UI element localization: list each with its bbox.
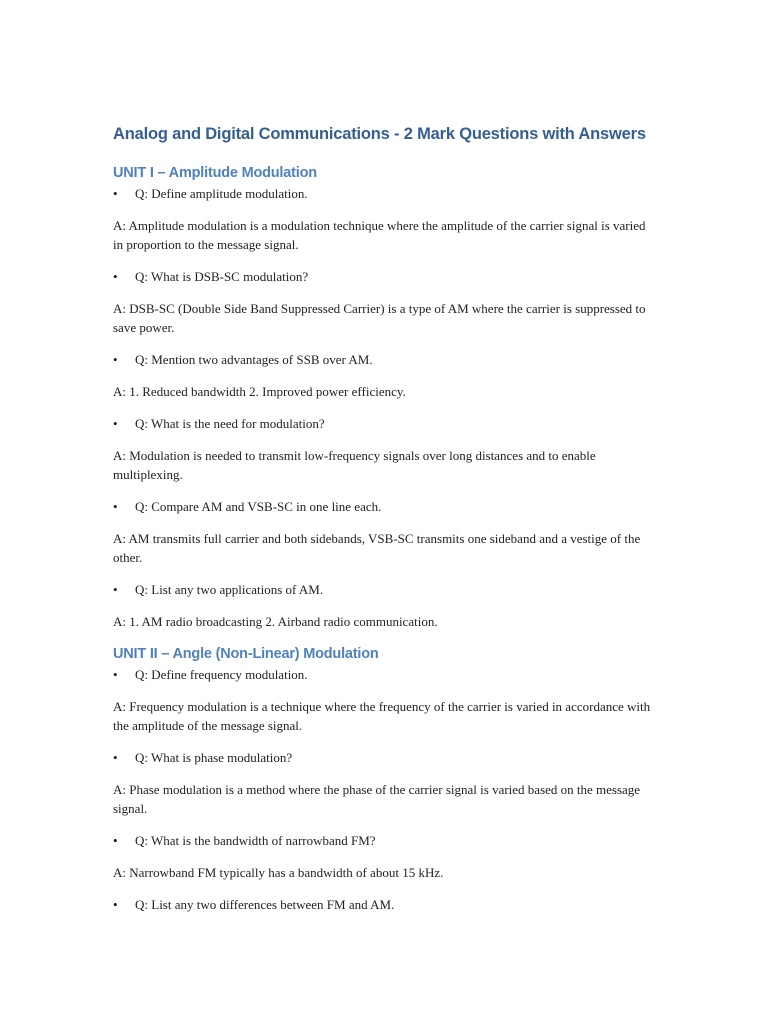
question-line <box>113 665 673 684</box>
answer-text: A: AM transmits full carrier and both sidebands, VSB-SC transmits one sideband and a vestige of the other. <box>113 531 641 565</box>
bullet-icon: • <box>113 186 118 201</box>
answer-text: A: Narrowband FM typically has a bandwidth of about 15 kHz. <box>113 865 444 880</box>
qa-item <box>113 267 673 337</box>
answer-text: A: Amplitude modulation is a modulation technique where the amplitude of the carrier signal is varied in proportion to the message signal. <box>113 218 646 252</box>
question-line <box>113 748 673 767</box>
question-text: Q: Define frequency modulation. <box>135 667 308 682</box>
question-line <box>113 414 673 433</box>
bullet-icon: • <box>113 833 118 848</box>
bullet-icon: • <box>113 352 118 367</box>
document-title: Analog and Digital Communications - 2 Mark Questions with Answers <box>113 125 646 143</box>
qa-item <box>113 414 673 484</box>
question-line <box>113 831 673 850</box>
unit-heading: UNIT II – Angle (Non-Linear) Modulation <box>113 646 379 662</box>
qa-item <box>113 580 673 631</box>
question-text: Q: What is the bandwidth of narrowband FM? <box>135 833 376 848</box>
question-text: Q: What is DSB-SC modulation? <box>135 269 309 284</box>
answer-text: A: 1. Reduced bandwidth 2. Improved power efficiency. <box>113 384 406 399</box>
unit-heading: UNIT I – Amplitude Modulation <box>113 165 317 181</box>
unit-section <box>113 163 673 631</box>
answer-text: A: Frequency modulation is a technique where the frequency of the carrier is varied in accordance with the amplitude of the message signal. <box>113 699 651 733</box>
qa-item <box>113 748 673 818</box>
qa-item <box>113 497 673 567</box>
question-line <box>113 580 673 599</box>
bullet-icon: • <box>113 750 118 765</box>
question-text: Q: Define amplitude modulation. <box>135 186 308 201</box>
answer-text: A: Modulation is needed to transmit low-frequency signals over long distances and to enable multiplexing. <box>113 448 596 482</box>
qa-item <box>113 184 673 254</box>
bullet-icon: • <box>113 499 118 514</box>
question-line <box>113 895 673 914</box>
bullet-icon: • <box>113 667 118 682</box>
bullet-icon: • <box>113 897 118 912</box>
qa-item <box>113 665 673 735</box>
answer-text: A: Phase modulation is a method where the phase of the carrier signal is varied based on the message signal. <box>113 782 641 816</box>
qa-item <box>113 350 673 401</box>
question-text: Q: Compare AM and VSB-SC in one line each. <box>135 499 382 514</box>
bullet-icon: • <box>113 582 118 597</box>
unit-section <box>113 644 673 914</box>
question-line <box>113 267 673 286</box>
bullet-icon: • <box>113 416 118 431</box>
question-line <box>113 184 673 203</box>
qa-item <box>113 831 673 882</box>
question-line <box>113 497 673 516</box>
question-text: Q: What is the need for modulation? <box>135 416 325 431</box>
question-text: Q: List any two applications of AM. <box>135 582 324 597</box>
question-text: Q: Mention two advantages of SSB over AM. <box>135 352 373 367</box>
question-line <box>113 350 673 369</box>
qa-item <box>113 895 673 914</box>
bullet-icon: • <box>113 269 118 284</box>
question-text: Q: List any two differences between FM and AM. <box>135 897 395 912</box>
document-body <box>113 122 673 927</box>
answer-text: A: 1. AM radio broadcasting 2. Airband radio communication. <box>113 614 438 629</box>
question-text: Q: What is phase modulation? <box>135 750 293 765</box>
answer-text: A: DSB-SC (Double Side Band Suppressed Carrier) is a type of AM where the carrier is suppressed to save power. <box>113 301 646 335</box>
